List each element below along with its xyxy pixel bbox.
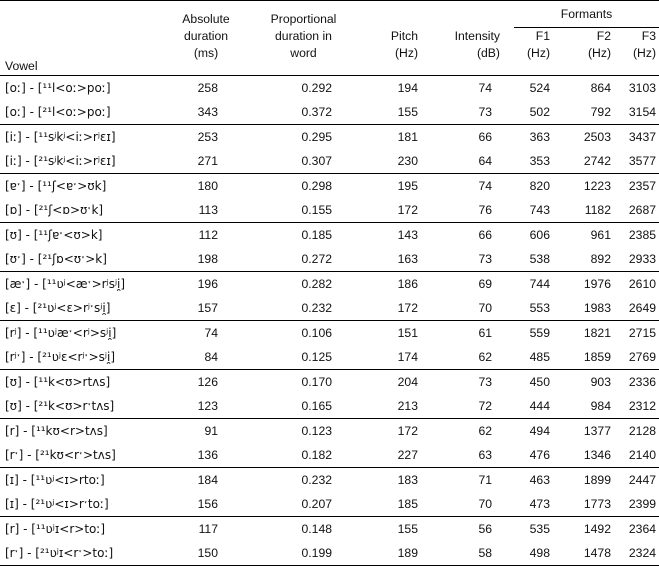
table-row <box>0 76 659 101</box>
cell-prop-duration: 0.295 <box>244 125 363 150</box>
table-row <box>0 198 659 223</box>
cell-f3: 3437 <box>616 125 659 150</box>
cell-abs-duration: 113 <box>198 203 218 217</box>
cell-f1: 553 <box>529 301 550 315</box>
cell-f3: 2610 <box>616 272 659 297</box>
header-f3-label: F3 <box>641 29 657 43</box>
header-prop-3: word <box>290 45 317 60</box>
header-abs-1: Absolute <box>182 11 230 26</box>
cell-f1: 538 <box>529 252 550 266</box>
cell-prop-duration: 0.307 <box>301 154 332 168</box>
cell-f3: 2128 <box>616 419 659 444</box>
cell-vowel: [ʊ] - [¹¹ʃɐˑ<ʊ>k] <box>0 223 168 248</box>
cell-abs-duration: 198 <box>197 252 218 266</box>
cell-f3: 2447 <box>616 468 659 493</box>
cell-vowel: [ʊ] - [²¹k<ʊ>rˑtʌs] <box>5 399 115 413</box>
header-int-blank <box>426 1 514 28</box>
cell-intensity: 62 <box>478 350 492 364</box>
cell-abs-duration: 136 <box>197 448 218 462</box>
cell-vowel: [ɐˑ] - [¹¹ʃ<ɐˑ>ʊk] <box>0 174 168 199</box>
cell-f2: 1492 <box>556 517 616 542</box>
cell-vowel: [r] - [¹¹ʋʲɪ<r>toː] <box>0 517 168 542</box>
cell-f3: 2312 <box>628 399 657 413</box>
table-row <box>0 296 659 321</box>
cell-f3: 2324 <box>616 541 659 566</box>
cell-intensity: 66 <box>426 223 514 248</box>
cell-f2: 903 <box>556 370 616 395</box>
table-row <box>0 223 659 248</box>
cell-intensity: 61 <box>426 321 514 346</box>
cell-pitch: 172 <box>397 203 418 217</box>
cell-f2: 1223 <box>556 174 616 199</box>
table-row <box>0 419 659 444</box>
cell-abs-duration: 180 <box>168 174 244 199</box>
header-f1 <box>514 28 556 76</box>
cell-abs-duration: 91 <box>168 419 244 444</box>
cell-pitch: 174 <box>397 350 418 364</box>
cell-pitch: 194 <box>363 76 426 101</box>
cell-f1: 524 <box>514 76 556 101</box>
cell-f1: 473 <box>529 497 550 511</box>
cell-f3: 2687 <box>628 203 657 217</box>
cell-abs-duration: 74 <box>168 321 244 346</box>
table-row <box>0 370 659 395</box>
cell-f2: 864 <box>556 76 616 101</box>
table-header <box>0 1 659 76</box>
cell-f1: 363 <box>514 125 556 150</box>
cell-f2: 961 <box>556 223 616 248</box>
cell-abs-duration: 126 <box>168 370 244 395</box>
cell-abs-duration: 123 <box>197 399 218 413</box>
cell-intensity: 73 <box>426 370 514 395</box>
cell-f1: 476 <box>529 448 550 462</box>
cell-intensity: 70 <box>478 301 492 315</box>
cell-abs-duration: 156 <box>197 497 218 511</box>
cell-f1: 820 <box>514 174 556 199</box>
cell-vowel: [rˑ] - [²¹ʋʲɪ<rˑ>toː] <box>0 541 168 566</box>
cell-abs-duration: 112 <box>168 223 244 248</box>
cell-f3: 2336 <box>616 370 659 395</box>
cell-f2: 1346 <box>583 448 611 462</box>
header-formants: Formants <box>514 1 659 28</box>
table-row <box>0 394 659 419</box>
header-int-1: Intensity <box>454 28 500 43</box>
header-pitch <box>363 28 426 76</box>
cell-f1: 606 <box>514 223 556 248</box>
cell-pitch: 155 <box>397 105 418 119</box>
cell-intensity: 66 <box>426 125 514 150</box>
cell-prop-duration: 0.170 <box>244 370 363 395</box>
cell-pitch: 227 <box>397 448 418 462</box>
cell-prop-duration: 0.123 <box>244 419 363 444</box>
cell-vowel: [ʊ] - [¹¹k<ʊ>rtʌs] <box>0 370 168 395</box>
table-row <box>0 149 659 174</box>
cell-abs-duration: 258 <box>168 76 244 101</box>
cell-f2: 2742 <box>583 154 611 168</box>
cell-pitch: 163 <box>397 252 418 266</box>
cell-intensity: 69 <box>426 272 514 297</box>
cell-pitch: 213 <box>397 399 418 413</box>
cell-pitch: 183 <box>363 468 426 493</box>
cell-f1: 494 <box>514 419 556 444</box>
cell-intensity: 73 <box>478 252 492 266</box>
header-prop <box>244 28 363 76</box>
cell-prop-duration: 0.185 <box>244 223 363 248</box>
cell-f2: 892 <box>590 252 611 266</box>
header-pitch-1: Pitch <box>390 28 418 43</box>
cell-f1: 744 <box>514 272 556 297</box>
cell-intensity: 71 <box>426 468 514 493</box>
cell-intensity: 74 <box>426 174 514 199</box>
cell-f1: 353 <box>529 154 550 168</box>
cell-prop-duration: 0.125 <box>301 350 332 364</box>
cell-prop-duration: 0.182 <box>301 448 332 462</box>
cell-f1: 502 <box>529 105 550 119</box>
cell-prop-duration: 0.272 <box>301 252 332 266</box>
header-f2-label: F2 <box>596 29 611 43</box>
cell-pitch: 189 <box>363 541 426 566</box>
cell-pitch: 186 <box>363 272 426 297</box>
cell-pitch: 181 <box>363 125 426 150</box>
cell-prop-duration: 0.207 <box>301 497 332 511</box>
cell-pitch: 230 <box>397 154 418 168</box>
header-abs-2: duration <box>183 28 229 43</box>
cell-vowel: [r] - [¹¹kʊ<r>tʌs] <box>0 419 168 444</box>
header-prop-2: duration in <box>275 28 332 43</box>
cell-intensity: 58 <box>426 541 514 566</box>
table-row <box>0 541 659 566</box>
cell-f1: 559 <box>514 321 556 346</box>
cell-f3: 2715 <box>616 321 659 346</box>
header-pitch-2: (Hz) <box>394 45 418 60</box>
cell-pitch: 155 <box>363 517 426 542</box>
cell-f3: 2385 <box>616 223 659 248</box>
cell-f1: 535 <box>514 517 556 542</box>
table-row <box>0 321 659 346</box>
cell-prop-duration: 0.298 <box>244 174 363 199</box>
cell-abs-duration: 157 <box>197 301 218 315</box>
cell-f1: 444 <box>529 399 550 413</box>
cell-f3: 2357 <box>616 174 659 199</box>
cell-intensity: 76 <box>478 203 492 217</box>
cell-vowel: [oː] - [²¹l<oː>poː] <box>5 105 111 119</box>
cell-abs-duration: 117 <box>168 517 244 542</box>
cell-vowel: [ɛ] - [²¹ʋʲ<ɛ>rʲˑsʲi̯] <box>5 301 111 315</box>
cell-pitch: 185 <box>397 497 418 511</box>
cell-vowel: [rʲ] - [¹¹ʋʲæˑ<rʲ>sʲi̯] <box>0 321 168 346</box>
cell-abs-duration: 343 <box>197 105 218 119</box>
table-row <box>0 174 659 199</box>
header-f1-unit: (Hz) <box>526 46 550 60</box>
cell-prop-duration: 0.199 <box>244 541 363 566</box>
cell-vowel: [rʲˑ] - [²¹ʋʲɛ<rʲˑ>sʲi̯] <box>5 350 116 364</box>
cell-pitch: 151 <box>363 321 426 346</box>
cell-vowel: [ɒ] - [²¹ʃ<ɒ>ʊˑk] <box>5 203 104 217</box>
header-f2-unit: (Hz) <box>587 46 611 60</box>
cell-vowel: [iː] - [¹¹sʲkʲ<iː>rʲɛɪ] <box>0 125 168 150</box>
cell-f3: 3577 <box>628 154 657 168</box>
cell-f3: 3103 <box>616 76 659 101</box>
cell-abs-duration: 84 <box>204 350 218 364</box>
cell-abs-duration: 184 <box>168 468 244 493</box>
header-f3 <box>616 28 659 76</box>
table-row <box>0 125 659 150</box>
cell-f3: 2140 <box>628 448 657 462</box>
cell-prop-duration: 0.155 <box>301 203 332 217</box>
cell-intensity: 64 <box>478 154 492 168</box>
cell-prop-duration: 0.282 <box>244 272 363 297</box>
cell-pitch: 172 <box>363 419 426 444</box>
cell-f1: 498 <box>514 541 556 566</box>
cell-vowel: [ɪ] - [¹¹ʋʲ<ɪ>rtoː] <box>0 468 168 493</box>
cell-vowel: [ɪ] - [²¹ʋʲ<ɪ>rˑtoː] <box>5 497 109 511</box>
cell-f2: 1377 <box>556 419 616 444</box>
header-abs-3: (ms) <box>193 45 219 60</box>
cell-intensity: 63 <box>478 448 492 462</box>
header-abs <box>168 28 244 76</box>
header-f1-label: F1 <box>535 29 550 43</box>
table-row <box>0 492 659 517</box>
cell-f1: 743 <box>529 203 550 217</box>
cell-f3: 2649 <box>628 301 657 315</box>
cell-vowel: [oː] - [¹¹l<oː>poː] <box>0 76 168 101</box>
cell-f2: 2503 <box>556 125 616 150</box>
cell-vowel: [rˑ] - [²¹kʊ<rˑ>tʌs] <box>5 448 116 462</box>
cell-pitch: 195 <box>363 174 426 199</box>
cell-f3: 3154 <box>628 105 657 119</box>
cell-f2: 1773 <box>583 497 611 511</box>
cell-abs-duration: 150 <box>168 541 244 566</box>
header-pitch-blank <box>363 1 426 28</box>
header-vowel: Vowel <box>5 59 38 73</box>
cell-f2: 1976 <box>556 272 616 297</box>
table-body <box>0 76 659 566</box>
cell-prop-duration: 0.232 <box>301 301 332 315</box>
cell-f2: 1983 <box>583 301 611 315</box>
cell-vowel: [iː] - [²¹sʲkʲ<iː>rʲɛɪ] <box>5 154 116 168</box>
cell-abs-duration: 196 <box>168 272 244 297</box>
cell-f2: 1821 <box>556 321 616 346</box>
cell-f2: 1859 <box>583 350 611 364</box>
cell-prop-duration: 0.106 <box>244 321 363 346</box>
cell-prop-duration: 0.292 <box>244 76 363 101</box>
table-row <box>0 345 659 370</box>
table-row <box>0 468 659 493</box>
cell-abs-duration: 271 <box>197 154 218 168</box>
cell-f3: 2769 <box>628 350 657 364</box>
header-int-2: (dB) <box>476 45 500 60</box>
cell-f1: 463 <box>514 468 556 493</box>
cell-intensity: 73 <box>478 105 492 119</box>
header-prop-1: Proportional <box>270 11 337 26</box>
cell-prop-duration: 0.165 <box>301 399 332 413</box>
cell-vowel: [æˑ] - [¹¹ʋʲ<æˑ>rʲsʲi̯] <box>0 272 168 297</box>
cell-intensity: 72 <box>478 399 492 413</box>
cell-pitch: 172 <box>397 301 418 315</box>
table-row <box>0 443 659 468</box>
cell-prop-duration: 0.232 <box>244 468 363 493</box>
cell-f1: 485 <box>529 350 550 364</box>
cell-intensity: 62 <box>426 419 514 444</box>
cell-f2: 984 <box>590 399 611 413</box>
cell-f1: 450 <box>514 370 556 395</box>
header-f3-unit: (Hz) <box>633 46 657 60</box>
table-row <box>0 272 659 297</box>
cell-f3: 2399 <box>628 497 657 511</box>
cell-prop-duration: 0.148 <box>244 517 363 542</box>
cell-intensity: 56 <box>426 517 514 542</box>
table-row <box>0 517 659 542</box>
cell-pitch: 143 <box>363 223 426 248</box>
header-intensity <box>426 28 514 76</box>
cell-f3: 2933 <box>628 252 657 266</box>
cell-abs-duration: 253 <box>168 125 244 150</box>
cell-prop-duration: 0.372 <box>301 105 332 119</box>
cell-f2: 1899 <box>556 468 616 493</box>
table-row <box>0 247 659 272</box>
header-f2 <box>556 28 616 76</box>
cell-f2: 792 <box>590 105 611 119</box>
cell-f3: 2364 <box>616 517 659 542</box>
cell-intensity: 74 <box>426 76 514 101</box>
cell-intensity: 70 <box>478 497 492 511</box>
cell-f2: 1182 <box>584 203 611 217</box>
cell-f2: 1478 <box>556 541 616 566</box>
cell-pitch: 204 <box>363 370 426 395</box>
cell-vowel: [ʊˑ] - [²¹ʃɒ<ʊˑ>k] <box>5 252 107 266</box>
table-row <box>0 100 659 125</box>
